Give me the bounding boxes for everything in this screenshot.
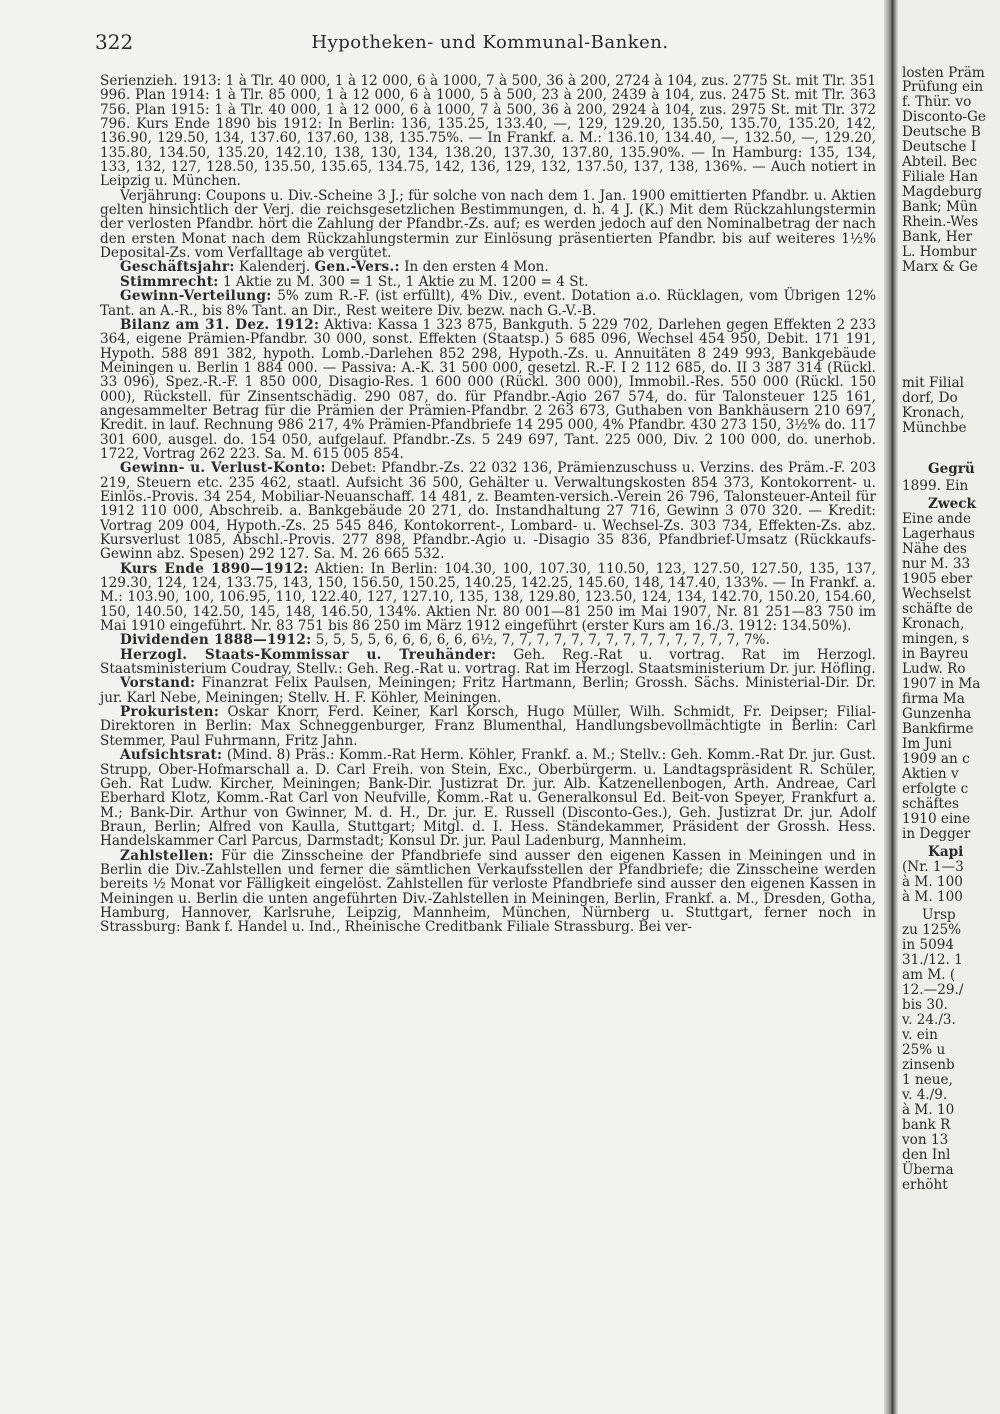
adjacent-page-line: erhöht (902, 1177, 948, 1193)
adjacent-page-line: L. Hombur (902, 244, 977, 260)
label-voting-rights: Stimmrecht: (120, 273, 219, 290)
paragraph-voting-rights (100, 275, 876, 289)
label-fiscal-year: Geschäftsjahr: (120, 259, 235, 276)
adjacent-page-line: 12.—29./ (902, 982, 964, 998)
text-share-prices: Aktien: In Berlin: 104.30, 100, 107.30, 110.50, 123, 127.50, 127.50, 135, 137, 129.30, 124, 124, 133.75, 143, 150, 156.50, 150.25, 140.25, 142.25, 145.60, 148, 147.40, 133%. — In Frankf. a. M.: 103.90, 100, 106.95, 110, 122.40, 127, 127.10, 135, 138, 129.80, 123.50, 124, 134, 142.70, 150.20, 154.60, 150, 140.50, 142.50, 145, 148, 146.50, 134%. Aktien Nr. 80 001—81 250 im Mai 1907, Nr. 81 251—83 750 im Mai 1910 eingeführt. Nr. 83 751 bis 86 250 im März 1912 eingeführt (erster Kurs am 16./3. 1912: 134.50%). (100, 560, 877, 635)
adjacent-page-line: 31./12. 1 (902, 952, 963, 968)
main-column (100, 74, 876, 935)
paragraph-prescription: Verjährung: Coupons u. Div.-Scheine 3 J.; für solche von nach dem 1. Jan. 1900 emittierten Pfandbr. u. Aktien gelten hinsichtlich der Verj. die reichsgesetzlichen Bestimmungen, d. h. 4 J. (K.) Mit dem Rückzahlungstermin der verlosten Pfandbr. hört die Zahlung der Pfandbr.-Zs. auf; es werden jedoch auf den Nominalbetrag der nach den ersten Monat nach dem Rückzahlungstermin zur Einlösung präsentierten Pfandbr. bis auf weiteres 1½% Deposital-Zs. vom Verfalltage ab vergütet. (100, 187, 876, 262)
paragraph-profit-distribution (100, 289, 876, 318)
paragraph-proxies (100, 705, 876, 748)
text-balance-sheet: Aktiva: Kassa 1 323 875, Bankguth. 5 229 702, Darlehen gegen Effekten 2 233 364, eigene Prämien-Pfandbr. 30 000, sonst. Effekten (Staatsp.) 5 685 096, Wechsel 454 950, Debit. 171 191, Hypoth. 588 891 382, hypoth. Lomb.-Darlehen 852 298, Hypoth.-Zs. u. Annuitäten 8 249 993, Bankgebäude Meiningen u. Berlin 1 884 000. — Passiva: A.-K. 31 500 000, gesetzl. R.-F. I 2 112 685, do. II 3 387 314 (Rückl. 33 096), Spez.-R.-F. 1 850 000, Disagio-Res. 1 600 000 (Rückl. 300 000), Immobil.-Res. 550 000 (Rückl. 150 000), Rückstell. für Zinsentschädig. 290 087, do. für Pfandbr.-Agio 267 574, do. für Talonsteuer 125 161, angesammelter Betrag für die Prämien der Prämien-Pfandbr. 2 263 673, Guthaben von Bankhäusern 210 697, Kredit. in lauf. Rechnung 986 217, 4% Prämien-Pfandbriefe 14 295 000, 4% Pfandbr. 430 273 150, 3½% do. 117 301 600, ausgel. do. 154 050, aufgelauf. Pfandbr.-Zs. 5 249 697, Tant. 225 000, Div. 2 100 000, do. unerhob. 1722, Vortrag 262 223. Sa. M. 615 005 854. (100, 316, 876, 462)
text-proxies: Oskar Knorr, Ferd. Keiner, Karl Korsch, Hugo Müller, Wilh. Schmidt, Fr. Deipser; Filial-Direktoren in Berlin: Max Schneggenburger, Franz Blumenthal, Handlungsbevollmächtigte in Berlin: Carl Stemmer, Paul Fuhrmann, Fritz Jahn. (100, 704, 876, 749)
adjacent-page-line: zu 125% (902, 922, 962, 938)
adjacent-page-line: nur M. 33 (902, 556, 971, 572)
paragraph-profit-loss (100, 461, 876, 561)
adjacent-page-line: Gunzenha (902, 706, 972, 722)
label-profit-distribution: Gewinn-Verteilung: (120, 288, 272, 305)
text-supervisory-board: (Mind. 8) Präs.: Komm.-Rat Herm. Köhler, Frankf. a. M.; Stellv.: Geh. Komm.-Rat Dr. jur. Gust. Strupp, Ober-Hofmarschall a. D. Carl Freih. von Stein, Exc., Oberbürgerm. u. Landtagspräsident R. Schüler, Geh. Rat Ludw. Kircher, Meiningen; Bank-Dir. Justizrat Dr. jur. Alb. Katzenellenbogen, Arth. Andreae, Carl Eberhard Klotz, Komm.-Rat Carl von Neufville, Komm.-Rat u. Generalkonsul Ed. Beit-von Speyer, Frankfurt a. M.; Bank-Dir. Arthur von Gwinner, M. d. H., Dr. jur. E. Russell (Disconto-Ges.), Geh. Justizrat Dr. jur. Adolf Braun, Berlin; Alfred von Kaulla, Stuttgart; Mitgl. d. I. Hess. Ständekammer, Präsident der Grossh. Hess. Handelskammer Carl Parcus, Darmstadt; Konsul Dr. jur. Paul Ladenburg, Mannheim. (100, 747, 876, 850)
adjacent-page-line: mingen, s (902, 631, 970, 647)
adjacent-page-fragment (898, 0, 1000, 1414)
adjacent-page-line: erfolgte c (902, 781, 969, 797)
adjacent-page-line: 1907 in Ma (902, 676, 981, 692)
adjacent-page-line: mit Filial (902, 375, 964, 391)
adjacent-page-line: Zweck (928, 496, 976, 512)
adjacent-page-line: Münchbe (902, 420, 967, 436)
label-balance-sheet: Bilanz am 31. Dez. 1912: (120, 316, 320, 333)
adjacent-page-line: à M. 10 (902, 1102, 955, 1118)
label-profit-loss: Gewinn- u. Verlust-Konto: (120, 460, 326, 477)
adjacent-page-line: Prüfung ein (902, 79, 984, 95)
adjacent-page-line: am M. ( (902, 967, 956, 983)
adjacent-page-line: 1899. Ein (902, 478, 969, 494)
adjacent-page-line: schäfte de (902, 601, 974, 617)
adjacent-page-line: 1910 eine (902, 811, 971, 827)
adjacent-page-line: Im Juni (902, 736, 952, 752)
page-header (95, 30, 885, 60)
text-profit-loss: Debet: Pfandbr.-Zs. 22 032 136, Prämienzuschuss u. Verzins. des Präm.-F. 203 219, Steuern etc. 235 462, staatl. Aufsicht 36 500, Gehälter u. Verwaltungskosten 854 373, Kontokorrent- u. Einlös.-Provis. 34 254, Mobiliar-Neuanschaff. 14 481, z. Beamten-versich.-Verein 26 796, Talonsteuer-Anteil für 1912 110 000, Abschreib. a. Bankgebäude 20 271, do. Instandhaltung 27 716, Gewinn 3 070 320. — Kredit: Vortrag 209 004, Hypoth.-Zs. 25 545 846, Kontokorrent-, Lombard- u. Wechsel-Zs. 303 734, Effekten-Zs. abz. Kursverlust 1085, Abschl.-Provis. 277 898, Pfandbr.-Agio u. -Disagio 35 836, Pfandbrief-Umsatz (Rückkaufs-Gewinn abz. Spesen) 292 127. Sa. M. 26 665 532. (100, 460, 876, 563)
adjacent-page-line: Deutsche I (902, 139, 977, 155)
adjacent-page-line: Kapi (928, 844, 964, 860)
text-paying-agents: Für die Zinsscheine der Pfandbriefe sind ausser den eigenen Kassen in Meiningen und in Berlin die Div.-Zahlstellen und ferner die sämtlichen Verkaufsstellen der Pfandbriefe; die Zinsscheine werden bereits ½ Monat vor Fälligkeit eingelöst. Zahlstellen für verloste Pfandbriefe sind ausser den eigenen Kassen in Meiningen u. Berlin die unten angeführten Div.-Zahlstellen in Meiningen, Berlin, Frankf. a. M., Dresden, Gotha, Hamburg, Hannover, Karlsruhe, Leipzig, Mannheim, München, Nürnberg u. Stuttgart, ferner noch in Strassburg: Bank f. Handel u. Ind., Rheinische Creditbank Filiale Strassburg. Bei ver- (100, 847, 876, 936)
page-number: 322 (95, 30, 134, 54)
paragraph-paying-agents (100, 849, 876, 935)
adjacent-page-line: à M. 100 (902, 874, 963, 890)
adjacent-page-line: 25% u (902, 1042, 946, 1058)
text-profit-distribution: 5% zum R.-F. (ist erfüllt), 4% Div., event. Dotation a.o. Rücklagen, vom Übrigen 12% Tant. an A.-R., bis 8% Tant. an Dir., Rest weitere Div. bezw. nach G.-V.-B. (100, 288, 876, 319)
adjacent-page-line: v. 4./9. (902, 1087, 948, 1103)
adjacent-page-line: Marx & Ge (902, 259, 978, 275)
adjacent-page-line: Überna (902, 1162, 954, 1178)
adjacent-page-line: in Bayreu (902, 646, 969, 662)
adjacent-page-line: zinsenb (902, 1057, 955, 1073)
adjacent-page-line: 1905 eber (902, 571, 973, 587)
adjacent-page-line: Wechselst (902, 586, 972, 602)
adjacent-page-line: Rhein.-Wes (902, 214, 979, 230)
adjacent-page-line: Gegrü (928, 461, 975, 477)
adjacent-page-line: à M. 100 (902, 889, 963, 905)
paragraph-share-prices (100, 562, 876, 634)
adjacent-page-line: bank R (902, 1117, 951, 1133)
adjacent-page-line: dorf, Do (902, 390, 958, 406)
adjacent-page-line: Disconto-Ge (902, 109, 986, 125)
paragraph-balance-sheet (100, 318, 876, 461)
adjacent-page-line: firma Ma (902, 691, 965, 707)
adjacent-page-line: Eine ande (902, 511, 971, 527)
adjacent-page-line: losten Präm (902, 65, 985, 81)
adjacent-page-line: v. ein (902, 1027, 938, 1043)
paragraph-supervisory-board (100, 748, 876, 848)
adjacent-page-line: Bank; Mün (902, 199, 978, 215)
paragraph-fiscal-year (100, 260, 876, 274)
adjacent-page-line: Kronach, (902, 616, 965, 632)
label-paying-agents: Zahlstellen: (120, 847, 214, 864)
adjacent-page-line: in 5094 (902, 937, 955, 953)
adjacent-page-line: Aktien v (902, 766, 959, 782)
adjacent-page-line: schäftes (902, 796, 959, 812)
adjacent-page-line: 1909 an c (902, 751, 970, 767)
paragraph-dividends (100, 633, 876, 647)
label-supervisory-board: Aufsichtsrat: (120, 747, 223, 764)
adjacent-page-line: (Nr. 1—3 (902, 859, 964, 875)
adjacent-page-line: Filiale Han (902, 169, 979, 185)
adjacent-page-line: Kronach, (902, 405, 965, 421)
adjacent-page-line: 1 neue, (902, 1072, 953, 1088)
text-general-meeting: In den ersten 4 Mon. (404, 259, 549, 276)
adjacent-page-line: von 13 (902, 1132, 949, 1148)
adjacent-page-line: Magdeburg (902, 184, 983, 200)
adjacent-page-line: Bankfirme (902, 721, 974, 737)
adjacent-page-line: Bank, Her (902, 229, 973, 245)
adjacent-page-line: Nähe des (902, 541, 967, 557)
running-title: Hypotheken- und Kommunal-Banken. (311, 32, 669, 53)
label-state-commissioner: Herzogl. Staats-Kommissar u. Treuhänder: (120, 646, 497, 663)
label-dividends: Dividenden 1888—1912: (120, 632, 312, 649)
adjacent-page-line: den Inl (902, 1147, 951, 1163)
adjacent-page-line: Lagerhaus (902, 526, 975, 542)
adjacent-page-line: v. 24./3. (902, 1012, 956, 1028)
text-dividends: 5, 5, 5, 5, 6, 6, 6, 6, 6, 6½, 7, 7, 7, 7, 7, 7, 7, 7, 7, 7, 7, 7, 7, 7, 7%. (315, 632, 770, 649)
book-gutter (884, 0, 898, 1414)
label-share-prices: Kurs Ende 1890—1912: (120, 560, 309, 577)
text-voting-rights: 1 Aktie zu M. 300 = 1 St., 1 Aktie zu M. 1200 = 4 St. (222, 273, 589, 290)
text-fiscal-year: Kalenderj. (238, 259, 311, 276)
adjacent-page-line: f. Thür. vo (902, 94, 972, 110)
paragraph-board (100, 676, 876, 705)
adjacent-page-line: in Degger (902, 826, 971, 842)
paragraph-serial-drawing: Serienzieh. 1913: 1 à Tlr. 40 000, 1 à 12 000, 6 à 1000, 7 à 500, 36 à 200, 2724 à 104, zus. 2775 St. mit Tlr. 351 996. Plan 1914: 1 à Tlr. 85 000, 1 à 12 000, 6 à 1000, 5 à 500, 23 à 200, 2439 à 104, zus. 2475 St. mit Tlr. 363 756. Plan 1915: 1 à Tlr. 40 000, 1 à 12 000, 6 à 1000, 7 à 500, 36 à 200, 2924 à 104, zus. 2975 St. mit Tlr. 372 796. Kurs Ende 1890 bis 1912: In Berlin: 136, 135.25, 133.40, —, 129, 129.20, 135.50, 135.70, 135.20, 142, 136.90, 129.50, 134, 137.60, 137.60, 138, 135.75%. — In Frankf. a. M.: 136.10, 134.40, —, 132.50, —, 129.20, 135.80, 134.50, 135.20, 142.10, 138, 130, 134, 138.20, 137.30, 137.80, 135.90%. — In Hamburg: 135, 134, 133, 132, 127, 128.50, 135.50, 135.65, 134.75, 142, 136, 129, 132, 137.50, 137, 138, 136%. — Auch notiert in Leipzig u. München. (100, 73, 876, 190)
text-board: Finanzrat Felix Paulsen, Meiningen; Fritz Hartmann, Berlin; Grossh. Sächs. Ministerial-Dir. Dr. jur. Karl Nebe, Meiningen; Stellv. H. F. Köhler, Meiningen. (100, 675, 877, 706)
label-proxies: Prokuristen: (120, 704, 220, 721)
label-board: Vorstand: (120, 675, 196, 692)
text-state-commissioner: Geh. Reg.-Rat u. vortrag. Rat im Herzogl. Staatsministerium Coudray, Stellv.: Geh. Reg.-Rat u. vortrag. Rat im Herzogl. Staatsministerium Dr. jur. Höfling. (100, 646, 876, 678)
label-general-meeting: Gen.-Vers.: (314, 259, 400, 276)
adjacent-page-line: bis 30. (902, 997, 948, 1013)
paragraph-state-commissioner (100, 648, 876, 677)
adjacent-page-line: Abteil. Bec (902, 154, 978, 170)
adjacent-page-line: Deutsche B (902, 124, 981, 140)
adjacent-page-line: Ursp (922, 907, 956, 923)
adjacent-page-line: Ludw. Ro (902, 661, 966, 677)
